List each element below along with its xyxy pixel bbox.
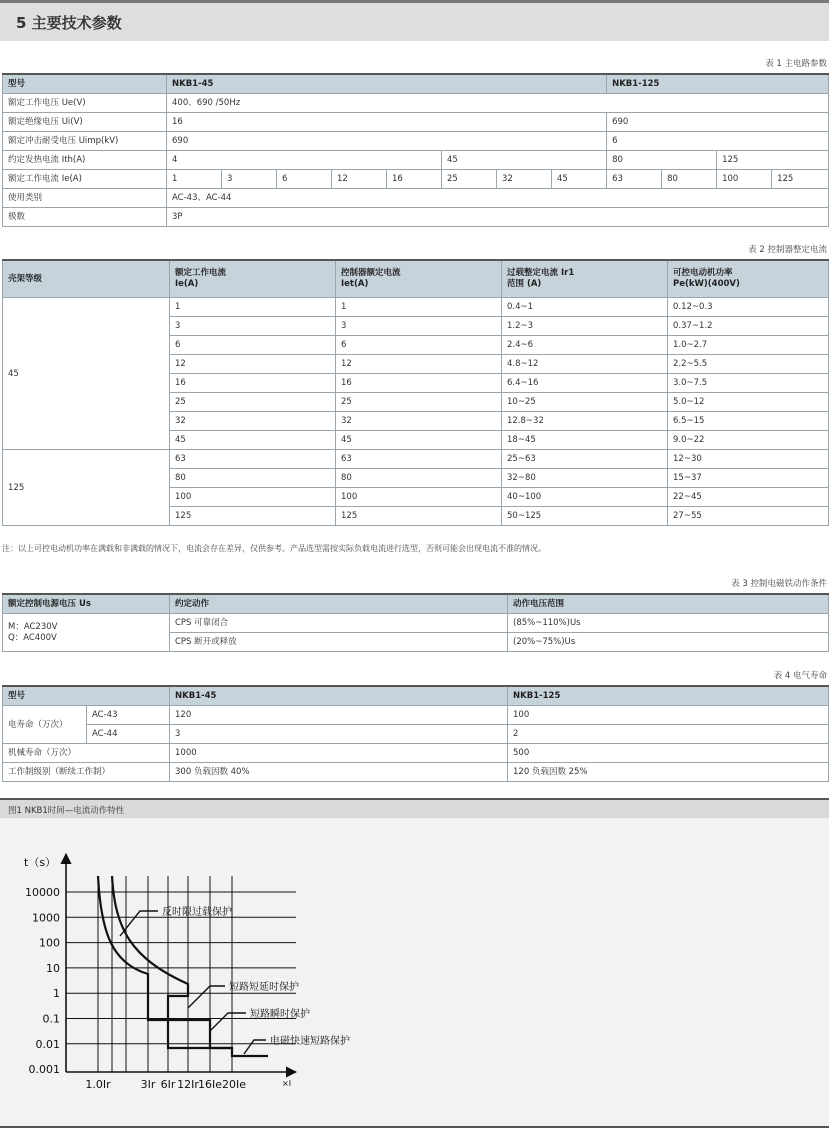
- t2-cell: 1.2~3: [502, 317, 668, 336]
- t1-label: 约定发热电流 Ith(A): [3, 151, 167, 170]
- t2-cell: 12.8~32: [502, 412, 668, 431]
- t2-cell: 12: [336, 355, 502, 374]
- t2-cell: 80: [336, 469, 502, 488]
- t1-cell: 125: [772, 170, 829, 189]
- t2-cell: 6: [170, 336, 336, 355]
- x-tick-label: 3Ir: [140, 1078, 156, 1091]
- t1-cell: 3P: [167, 208, 829, 227]
- t1-label: 额定绝缘电压 Ui(V): [3, 113, 167, 132]
- t2-head-frame: 壳架等级: [3, 260, 170, 298]
- t1-label: 极数: [3, 208, 167, 227]
- t3-cell: CPS 可靠闭合: [170, 614, 508, 633]
- t2-cell: 12: [170, 355, 336, 374]
- y-tick-label: 10000: [25, 886, 60, 899]
- y-tick-label: 100: [39, 936, 60, 950]
- t2-cell: 12~30: [668, 450, 829, 469]
- t2-cell: 1.0~2.7: [668, 336, 829, 355]
- controller-setting-table: [2, 259, 829, 526]
- t2-frame-cell: 125: [3, 450, 170, 526]
- t4-label: 机械寿命（万次）: [3, 744, 170, 763]
- t4-cell: 120: [170, 706, 508, 725]
- t4-head-nkb1-125: NKB1-125: [508, 686, 829, 706]
- t1-cell: 25: [442, 170, 497, 189]
- t2-cell: 1: [170, 298, 336, 317]
- t1-cell: 63: [607, 170, 662, 189]
- t3-head-voltage: 额定控制电源电压 Us: [3, 594, 170, 614]
- t1-cell: 80: [607, 151, 717, 170]
- t2-cell: 25: [336, 393, 502, 412]
- x-tick-label: 6Ir: [160, 1078, 176, 1091]
- t1-cell: 1: [167, 170, 222, 189]
- x-tick-label: 16Ie: [197, 1078, 223, 1091]
- bottom-rule: [0, 1126, 829, 1128]
- t1-cell: 400、690 /50Hz: [167, 94, 829, 113]
- t2-cell: 63: [170, 450, 336, 469]
- annotation-fast: 电磁快速短路保护: [270, 1036, 350, 1047]
- t2-cell: 80: [170, 469, 336, 488]
- t2-cell: 45: [170, 431, 336, 450]
- figure-area: [0, 818, 829, 1126]
- t2-cell: 125: [336, 507, 502, 526]
- table3-caption: 表 3 控制电磁铁动作条件: [731, 579, 827, 589]
- t2-cell: 2.2~5.5: [668, 355, 829, 374]
- t2-cell: 0.12~0.3: [668, 298, 829, 317]
- t2-head-controller: 控制器额定电流 Iet(A): [336, 260, 502, 298]
- t2-cell: 6.5~15: [668, 412, 829, 431]
- t2-cell: 6.4~16: [502, 374, 668, 393]
- annotation-short-delay: 短路短延时保护: [229, 982, 299, 993]
- t2-head-power: 可控电动机功率 Pe(kW)(400V): [668, 260, 829, 298]
- t2-cell: 18~45: [502, 431, 668, 450]
- x-tick-label: 12Ir: [177, 1078, 199, 1091]
- t2-cell: 125: [170, 507, 336, 526]
- t1-head-nkb1-45: NKB1-45: [167, 74, 607, 94]
- t2-cell: 0.4~1: [502, 298, 668, 317]
- leader-fast: [244, 1040, 266, 1054]
- t3-head-range: 动作电压范围: [508, 594, 829, 614]
- table4-caption: 表 4 电气寿命: [773, 671, 827, 681]
- power-note: 注：以上可控电动机功率在满载和非满载的情况下，电流会存在差异，仅供参考。产品选型需按实际负载电流进行选型，否则可能会出现电流不准的情况。: [2, 544, 546, 553]
- t1-cell: 80: [662, 170, 717, 189]
- electrical-life-table: [2, 685, 829, 782]
- y-tick-label: 0.01: [35, 1037, 60, 1051]
- t1-cell: 690: [607, 113, 829, 132]
- t2-cell: 1: [336, 298, 502, 317]
- annotation-overload: 反时限过载保护: [162, 907, 232, 918]
- t2-cell: 9.0~22: [668, 431, 829, 450]
- t2-cell: 50~125: [502, 507, 668, 526]
- t2-cell: 3: [336, 317, 502, 336]
- t1-cell: AC-43、AC-44: [167, 189, 829, 208]
- t2-cell: 25~63: [502, 450, 668, 469]
- t2-cell: 16: [170, 374, 336, 393]
- t2-cell: 10~25: [502, 393, 668, 412]
- y-tick-label: 1: [53, 987, 60, 1001]
- t1-label: 额定工作电压 Ue(V): [3, 94, 167, 113]
- section-title: 5 主要技术参数: [16, 14, 122, 32]
- t3-cell: CPS 断开或释放: [170, 633, 508, 652]
- t3-voltage-cell: M：AC230V Q：AC400V: [3, 614, 170, 652]
- y-tick-label: 0.001: [28, 1063, 60, 1077]
- x-axis-unit: ×I: [282, 1079, 292, 1088]
- t1-cell: 16: [167, 113, 607, 132]
- electromagnet-table: [2, 593, 829, 652]
- t1-cell: 45: [552, 170, 607, 189]
- t2-cell: 63: [336, 450, 502, 469]
- t1-cell: 16: [387, 170, 442, 189]
- t1-cell: 45: [442, 151, 607, 170]
- t2-cell: 25: [170, 393, 336, 412]
- t4-cell: 2: [508, 725, 829, 744]
- t4-head-nkb1-45: NKB1-45: [170, 686, 508, 706]
- t2-cell: 22~45: [668, 488, 829, 507]
- t2-cell: 16: [336, 374, 502, 393]
- t2-cell: 2.4~6: [502, 336, 668, 355]
- t1-head-model: 型号: [3, 74, 167, 94]
- t1-cell: 12: [332, 170, 387, 189]
- t4-cell: 500: [508, 744, 829, 763]
- t1-cell: 125: [717, 151, 829, 170]
- figure-caption: 图1 NKB1时间—电流动作特性: [8, 806, 125, 816]
- t1-cell: 690: [167, 132, 607, 151]
- t2-cell: 5.0~12: [668, 393, 829, 412]
- t1-label: 额定工作电流 Ie(A): [3, 170, 167, 189]
- t2-cell: 27~55: [668, 507, 829, 526]
- t2-cell: 32~80: [502, 469, 668, 488]
- t1-cell: 6: [277, 170, 332, 189]
- t2-cell: 45: [336, 431, 502, 450]
- t2-head-ir1: 过载整定电流 Ir1 范围 (A): [502, 260, 668, 298]
- t1-cell: 32: [497, 170, 552, 189]
- t2-cell: 100: [170, 488, 336, 507]
- t1-head-nkb1-125: NKB1-125: [607, 74, 829, 94]
- y-tick-label: 10: [46, 961, 60, 975]
- t4-cell: AC-44: [87, 725, 170, 744]
- y-tick-label: 1000: [32, 911, 60, 925]
- t2-cell: 4.8~12: [502, 355, 668, 374]
- t4-elec-label: 电寿命（万次）: [3, 706, 87, 744]
- t1-label: 使用类别: [3, 189, 167, 208]
- time-current-curve: [0, 818, 829, 1126]
- figure-caption-bar: [0, 798, 829, 820]
- t2-head-ie: 额定工作电流 Ie(A): [170, 260, 336, 298]
- t4-cell: 100: [508, 706, 829, 725]
- x-tick-label: 1.0Ir: [85, 1078, 111, 1091]
- leader-instant: [210, 1013, 246, 1031]
- t3-cell: (85%~110%)Us: [508, 614, 829, 633]
- y-tick-label: 0.1: [42, 1012, 60, 1026]
- t4-cell: 1000: [170, 744, 508, 763]
- y-axis-label: t（s）: [24, 856, 57, 869]
- lower-curve: [98, 876, 268, 1056]
- table1-caption: 表 1 主电路参数: [765, 59, 827, 69]
- leader-short-delay: [188, 986, 225, 1008]
- main-circuit-table: [2, 73, 829, 227]
- t4-label: 工作制级别（断续工作制）: [3, 763, 170, 782]
- t2-cell: 6: [336, 336, 502, 355]
- t2-cell: 100: [336, 488, 502, 507]
- t1-cell: 4: [167, 151, 442, 170]
- t2-cell: 15~37: [668, 469, 829, 488]
- t4-cell: 300 负载因数 40%: [170, 763, 508, 782]
- t2-cell: 3: [170, 317, 336, 336]
- t2-cell: 3.0~7.5: [668, 374, 829, 393]
- t2-cell: 32: [336, 412, 502, 431]
- upper-curve: [112, 876, 232, 1048]
- t4-cell: AC-43: [87, 706, 170, 725]
- t3-cell: (20%~75%)Us: [508, 633, 829, 652]
- x-tick-label: 20Ie: [221, 1078, 247, 1091]
- annotation-instant: 短路瞬时保护: [250, 1009, 310, 1020]
- t2-cell: 32: [170, 412, 336, 431]
- t1-cell: 3: [222, 170, 277, 189]
- t4-head-model: 型号: [3, 686, 170, 706]
- t2-cell: 0.37~1.2: [668, 317, 829, 336]
- t1-cell: 6: [607, 132, 829, 151]
- section-header: [0, 0, 829, 41]
- t4-cell: 3: [170, 725, 508, 744]
- t2-frame-cell: 45: [3, 298, 170, 450]
- table2-caption: 表 2 控制器整定电流: [748, 245, 827, 255]
- t1-label: 额定冲击耐受电压 Uimp(kV): [3, 132, 167, 151]
- t1-cell: 100: [717, 170, 772, 189]
- t2-cell: 40~100: [502, 488, 668, 507]
- t4-cell: 120 负载因数 25%: [508, 763, 829, 782]
- t3-head-action: 约定动作: [170, 594, 508, 614]
